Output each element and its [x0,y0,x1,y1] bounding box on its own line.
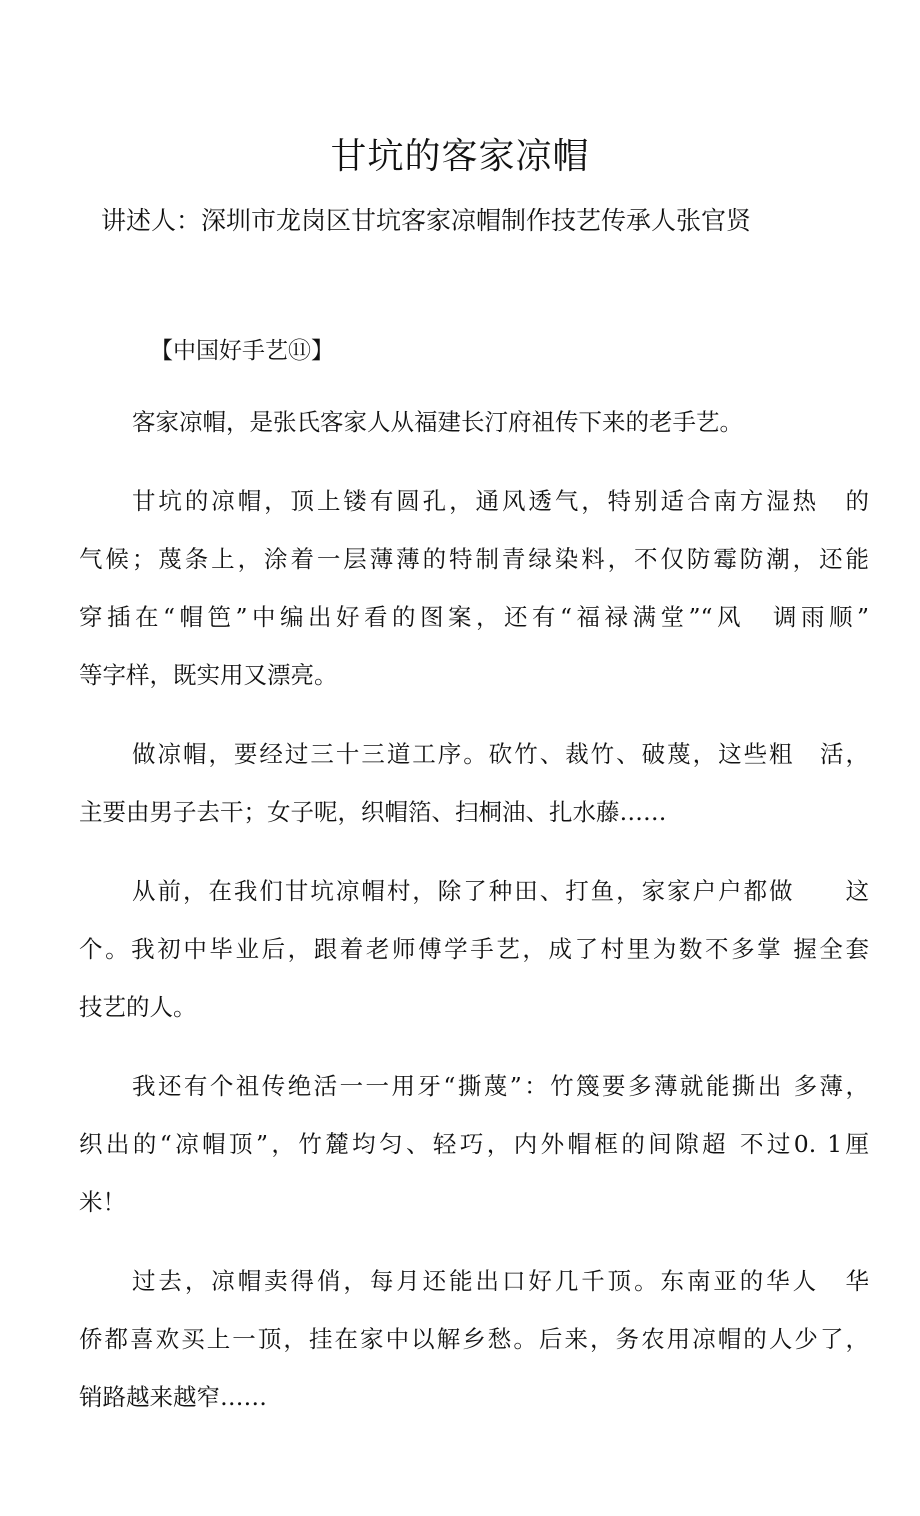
paragraph [79,479,869,711]
paragraph-line: 甘坑的凉帽，顶上镂有圆孔，通风透气，特别适合南方湿热 的 [132,487,869,515]
paragraph [79,732,869,848]
paragraph [79,1064,869,1238]
paragraph-line: 过去，凉帽卖得俏，每月还能出口好几千顶。东南亚的华人 华 [132,1267,869,1295]
paragraph-line: 侨都喜欢买上一顶，挂在家中以解乡愁。后来，务农用凉帽的人少了， [79,1325,869,1353]
paragraph [79,1259,869,1433]
paragraph-line: 等字样，既实用又漂亮。 [79,661,338,689]
series-label: 【中国好手艺⑪】 [150,338,334,364]
paragraph [79,869,869,1043]
paragraph-line: 我还有个祖传绝活一一用牙“撕蔑”：竹篾要多薄就能撕出 多薄， [132,1072,869,1100]
document-title: 甘坑的客家凉帽 [330,136,590,177]
paragraph-line: 气候；蔑条上，涂着一层薄薄的特制青绿染料，不仅防霉防潮，还能 [79,545,869,573]
paragraph-line: 技艺的人。 [79,993,197,1021]
paragraph-line: 织出的“凉帽顶”，竹麓均匀、轻巧，内外帽框的间隙超 不过0. 1厘 [79,1130,869,1158]
paragraph-line: 个。我初中毕业后，跟着老师傅学手艺，成了村里为数不多掌 握全套 [79,935,869,963]
article-body [79,400,869,1454]
paragraph-line: 米！ [79,1188,126,1216]
paragraph-line: 从前，在我们甘坑凉帽村，除了种田、打鱼，家家户户都做 这 [132,877,869,905]
paragraph-line: 穿插在“帽笆”中编出好看的图案，还有“福禄满堂”“风 调雨顺” [79,603,869,631]
paragraph-line: 客家凉帽，是张氏客家人从福建长汀府祖传下来的老手艺。 [132,408,743,436]
paragraph-line: 做凉帽，要经过三十三道工序。砍竹、裁竹、破蔑，这些粗 活， [132,740,869,768]
paragraph [79,400,869,458]
narrator-line: 讲述人：深圳市龙岗区甘坑客家凉帽制作技艺传承人张官贤 [101,206,752,235]
paragraph-line: 销路越来越窄…… [79,1383,267,1411]
paragraph-line: 主要由男子去干；女子呢，织帽箔、扫桐油、扎水藤…… [79,798,667,826]
